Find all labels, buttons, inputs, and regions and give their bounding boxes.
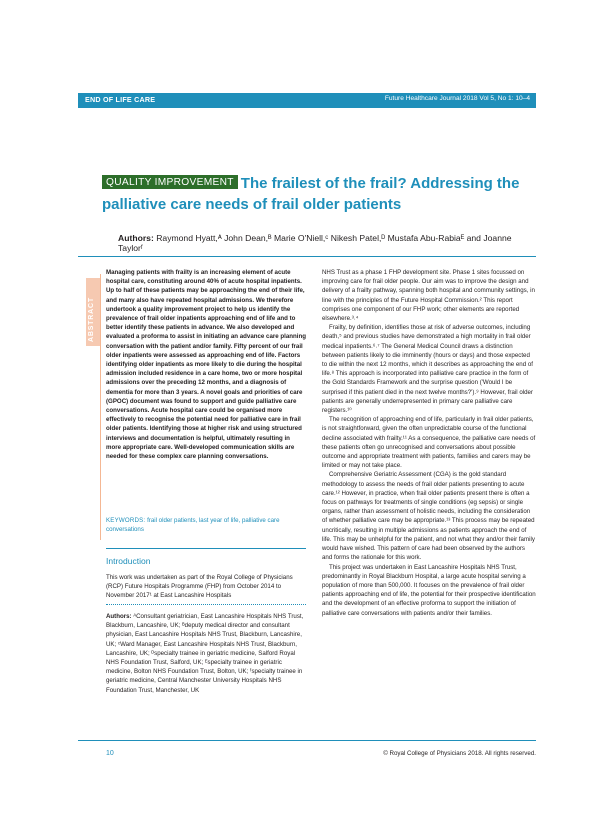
section-label: END OF LIFE CARE [85,95,156,104]
affiliations-text: ᴬConsultant geriatrician, East Lancashire Hospitals NHS Trust, Blackburn, Lancashire, UK; ᴮdeputy medical director and consultant physician, East Lancashire Hospitals NHS Trust, Blackburn, Lancashire, UK; ᶜWard Manager, East Lancashire Hospitals NHS Trust, Blackburn, Lancashire, UK; ᴰspecialty trainee in geriatric medicine, Salford Royal NHS Foundation Trust, Salford, UK; ᴱspecialty trainee in geriatric medicine, Bolton NHS Foundation Trust, Bolton, UK; ᶠspecialty trainee in geriatric medicine, Central Manchester University Hospitals NHS Foundation Trust, Manchester, UK [106,613,304,694]
body-paragraph: Frailty, by definition, identifies those at risk of adverse outcomes, including death,⁵ and previous studies have demonstrated a high mortality in frail older medical inpatients.⁶˒⁷ The General Medical Council draws a distinction between patients likely to die imminently (hours or days) and those expected to die within the next 12 months, which it describes as approaching the end of life.⁸ This approach is incorporated into palliative care practice in the form of the Gold Standards Framework and the surprise question ('Would I be surprised if this patient died in the next twelve months?').⁹ However, frail older patients are generally underrepresented in primary care palliative care registers.¹⁰ [322,324,533,415]
intro-heading: Introduction [106,556,151,566]
header-bar [78,93,536,108]
author-affiliations [106,612,306,695]
body-column-right [322,268,536,618]
article-type-badge: QUALITY IMPROVEMENT [102,175,238,189]
copyright-notice: © Royal College of Physicians 2018. All rights reserved. [383,750,536,757]
intro-text: This work was undertaken as part of the Royal College of Physicians (RCP) Future Hospitals Programme (FHP) from October 2014 to November 2017¹ at East Lancashire Hospitals [106,574,293,600]
article-title: The frailest of the frail? Addressing the palliative care needs of frail older patients [102,175,520,213]
body-paragraph: This project was undertaken in East Lancashire Hospitals NHS Trust, predominantly in Royal Blackburn Hospital, a large acute hospital serving a population of more than 500,000. It focuses on the prevalence of frail older patients approaching end of life, the potential for their prospective identification and the development of an effective proforma to support the initiation of palliative care conversations with patients and/or their families. [322,563,536,617]
body-paragraph: NHS Trust as a phase 1 FHP development site. Phase 1 sites focussed on improving care for frail older people. Our aim was to improve the design and delivery of a frailty pathway, spanning both hospital and community settings, in line with the principles of the Future Hospital Commission.² This report comprises one component of our FHP work; other elements are reported elsewhere.³˒⁴ [322,269,535,323]
body-paragraph: The recognition of approaching end of life, particularly in frail older patients, is not straightforward, given the often unpredictable course of the functional decline associated with frailty.¹¹ As a consequence, the palliative care needs of these patients often go unrecognised and conversations about possible outcome and appropriate treatment with patients, families and carers may be limited or may not take place. [322,416,536,470]
title-divider [78,256,536,257]
affiliations-label: Authors: [106,613,132,620]
abstract-tab [86,278,101,346]
abstract-tab-label: ABSTRACT [88,297,95,342]
affiliations-divider [106,604,306,605]
page-footer [78,740,536,760]
author-list [118,233,538,253]
article-title-block [102,173,542,215]
page-number: 10 [106,750,114,757]
keywords-label: KEYWORDS: [106,517,146,524]
keywords [106,516,306,534]
keywords-list: frail older patients, last year of life, palliative care conversations [106,517,280,534]
footer-rule [78,740,536,741]
authors-label: Authors: [118,233,154,243]
intro-divider [106,548,306,549]
authors-names: Raymond Hyatt,ᴬ John Dean,ᴮ Marie O'Niell,ᶜ Nikesh Patel,ᴰ Mustafa Abu-Rabiaᴱ and Joanne Taylorᶠ [118,233,512,253]
abstract-margin-line [100,274,101,540]
body-paragraph: Comprehensive Geriatric Assessment (CGA) is the gold standard methodology to assess the needs of frail older patients presenting to acute care.¹² However, in practice, when frail older patients present there is often a focus on pathways for treatments of single conditions (eg sepsis) or single organs, rather than assessment of holistic needs, including the consideration of whether palliative care may be appropriate.¹³ This process may be repeated uncritically, resulting in multiple admissions as patients approach the end of life. This may be unhelpful for the patient, and not what they and/or their family would have wished. This pattern of care had been observed by the authors and forms the rationale for this work. [322,471,535,562]
journal-citation: Future Healthcare Journal 2018 Vol 5, No 1: 10–4 [384,95,530,102]
abstract-body: Managing patients with frailty is an increasing element of acute hospital care, constituting around 40% of acute hospital inpatients. Up to half of these patients may be approaching the end of their life, and many also have repeated hospital admissions. We therefore undertook a quality improvement project to help us identify the prevalence of frail older inpatients approaching end of life and to better identify these patients in advance. We also developed and evaluated a proforma to assist in initiating an advance care planning conversation with the patient and/or family. Fifty percent of our frail older inpatients were assessed as approaching end of life. Factors identifying older inpatients as more likely to die during the hospital admission included residence in a care home, two or more hospital admissions over the preceding 12 months, and a diagnosis of dementia for more than 3 years. A novel goals and priorities of care (GPOC) document was found to support and guide palliative care conversations. Acute hospital care could be organised more effectively to recognise the potential need for palliative care in frail older patients. Identifying those at higher risk and using structured interviews and documentation is helpful, ultimately resulting in more appropriate care. Well-developed communication skills are needed for these complex care planning conversations. [106,269,306,461]
